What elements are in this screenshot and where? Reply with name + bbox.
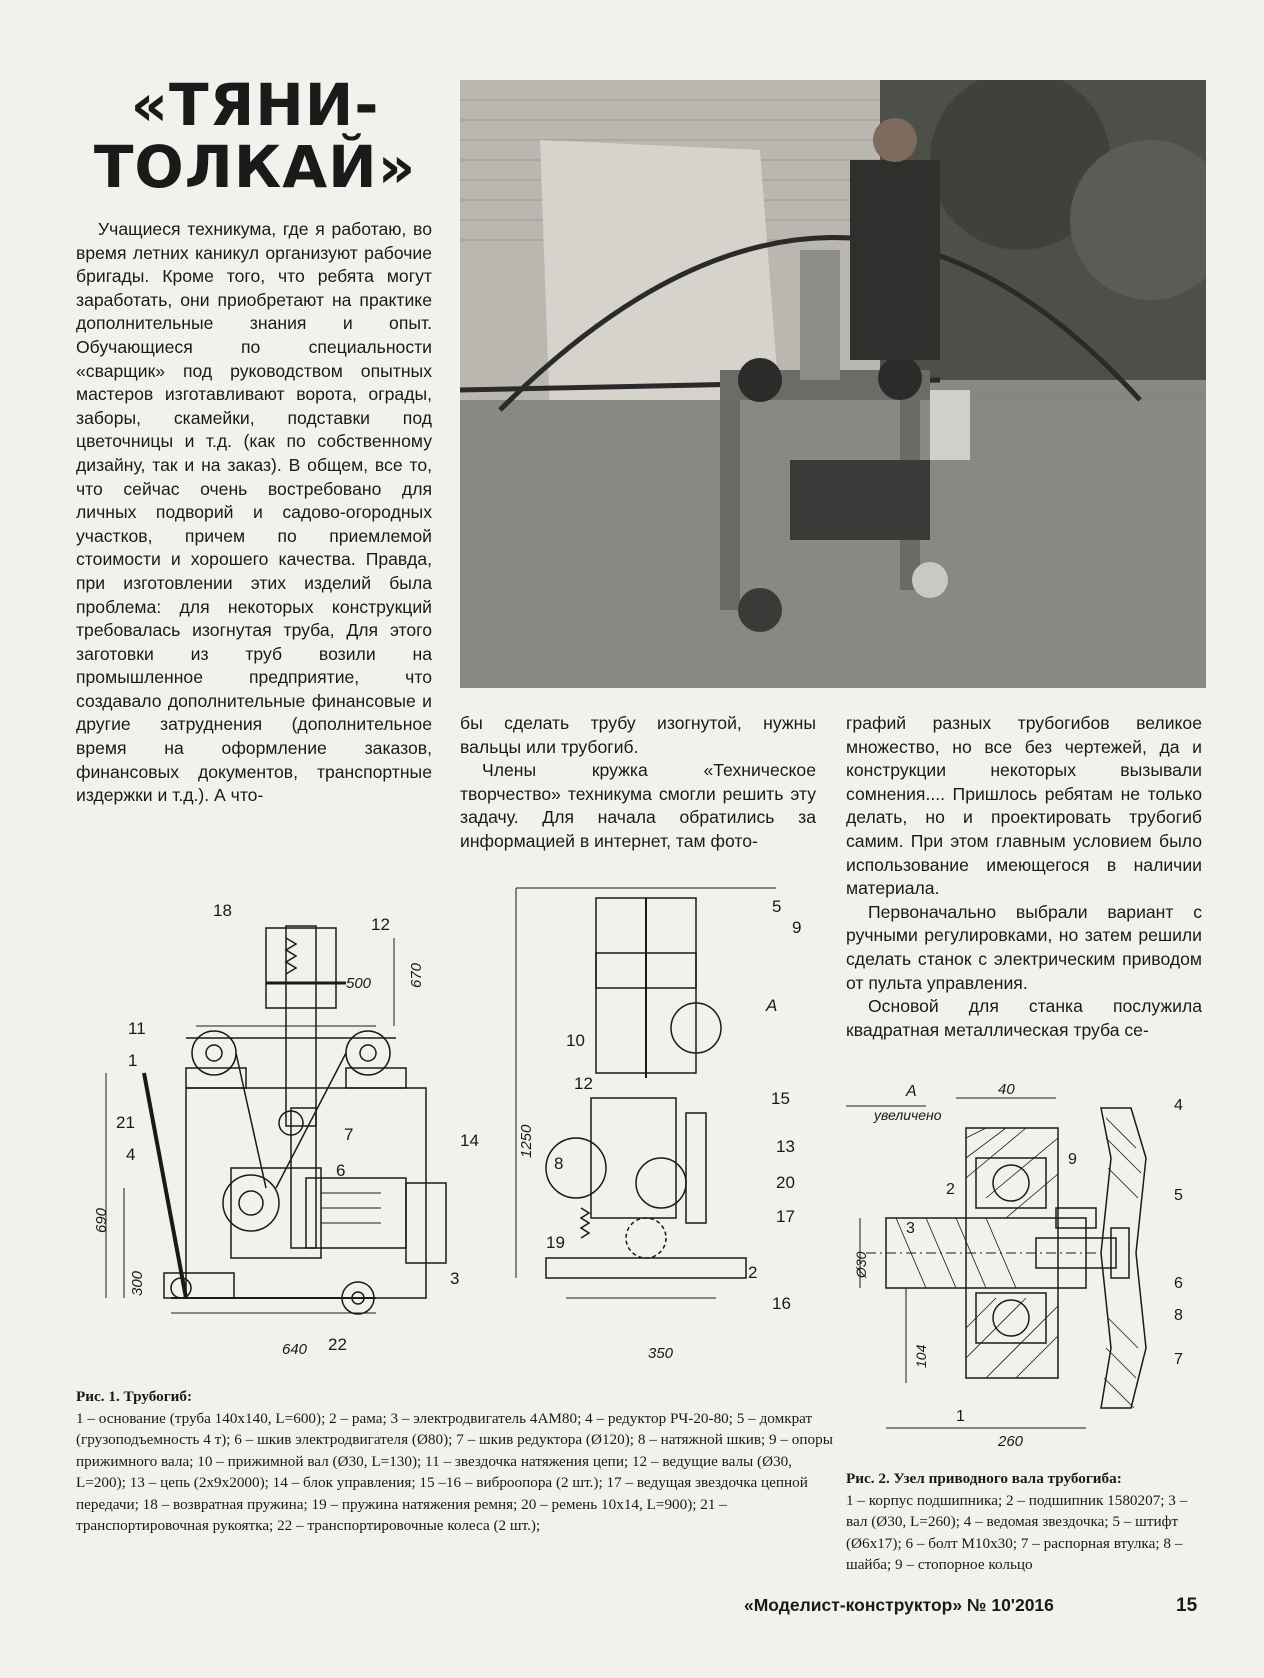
label-5: 5 — [1174, 1187, 1183, 1204]
label-21: 21 — [116, 1113, 135, 1132]
label-2: 2 — [748, 1263, 758, 1282]
column-3 — [846, 712, 1202, 1042]
dim-640: 640 — [282, 1341, 308, 1358]
label-2: 2 — [946, 1181, 955, 1198]
label-17: 17 — [776, 1207, 795, 1226]
figure-2-caption — [846, 1468, 1204, 1576]
dim-690: 690 — [93, 1207, 110, 1233]
label-22: 22 — [328, 1335, 347, 1354]
view-a-label: A — [906, 1083, 917, 1100]
paragraph: бы сделать трубу изогнутой, нужны вальцы или трубогиб. — [460, 713, 816, 757]
label-3: 3 — [450, 1269, 460, 1288]
photo-illustration — [460, 80, 1206, 688]
title-line-2: ТОЛКАЙ» — [93, 133, 417, 201]
label-20: 20 — [776, 1173, 795, 1192]
paragraph: Учащиеся техникума, где я работаю, во время летних каникул организуют рабочие бригады. Кроме того, что ребята могут заработать, они приобретают на практике дополнительные знания и опыт. Обучающиеся по специальности «сварщик» под руководством опытных мастеров изготавливают ворота, ограды, заборы, скамейки, подставки под цветочницы и т.д. (как по собственному дизайну, так и на заказ). В общем, все то, что сейчас очень востребовано для личных подворий и садово-огородных участков, причем по приемлемой стоимости и хорошего качества. Правда, при изготовлении этих изделий была проблема: для некоторых конструкций требовалась изогнутая труба, Для этого заготовки из труб возили на промышленное предприятие, что создавало дополнительные финансовые и другие затруднения (дополнительное время на оформление заказов, финансовых документов, транспортные издержки и т.д.). А что- — [76, 219, 432, 806]
label-12b: 12 — [574, 1074, 593, 1093]
magazine-source: «Моделист-конструктор» № 10'2016 — [744, 1595, 1054, 1615]
label-16: 16 — [772, 1294, 791, 1313]
figure-1-caption-text: 1 – основание (труба 140х140, L=600); 2 – рама; 3 – электродвигатель 4АМ80; 4 – редуктор РЧ-20-80; 5 – домкрат (грузоподъемность 4 т); 6 – шкив электродвигателя (Ø80); 7 – шкив редуктора (Ø120); 8 – натяжной шкив; 9 – опоры прижимного вала; 10 – прижимной вал (Ø30, L=130); 11 – звездочка натяжения цепи; 12 – ведущие валы (Ø30, L=200); 13 – цепь (2х9х2000); 14 – блок управления; 15 –16 – виброопора (2 шт.); 17 – ведущая звездочка цепной передачи; 18 – возвратная пружина; 19 – пружина натяжения ремня; 20 – ремень 10х14, L=900); 21 – транспортировочная рукоятка; 22 – транспортировочные колеса (2 шт.); — [76, 1409, 833, 1534]
label-6: 6 — [336, 1161, 346, 1180]
label-19: 19 — [546, 1233, 565, 1252]
label-12: 12 — [371, 915, 390, 934]
paragraph: Первоначально выбрали вариант с ручными регулировками, но затем решили сделать станок с электрическим приводом от пульта управления. — [846, 901, 1202, 993]
column-1 — [76, 218, 432, 808]
label-7: 7 — [344, 1125, 354, 1144]
dim-500: 500 — [346, 975, 372, 992]
photo-pipe-bender — [460, 80, 1206, 688]
label-11: 11 — [128, 1019, 146, 1038]
dim-1250: 1250 — [518, 1124, 535, 1158]
article-title — [70, 71, 440, 201]
label-14: 14 — [460, 1131, 479, 1150]
page-number: 15 — [1176, 1595, 1198, 1616]
label-1: 1 — [956, 1408, 965, 1425]
paragraph: графий разных трубогибов великое множество, но все без чертежей, да и конструкции некоторых вызывали сомнения.... Пришлось ребятам не только делать, но и проектировать трубогиб самим. При этом главным условием было использование имеющегося в наличии материала. — [846, 713, 1202, 899]
figure-1-caption-title: Рис. 1. Трубогиб: — [76, 1388, 193, 1405]
figure-1-drawing — [76, 878, 836, 1378]
label-1: 1 — [128, 1051, 138, 1070]
dim-d30: Ø30 — [853, 1251, 869, 1278]
label-8: 8 — [1174, 1307, 1183, 1324]
column-2 — [460, 712, 816, 854]
label-13: 13 — [776, 1137, 795, 1156]
paragraph: Члены кружка «Техническое творчество» техникума смогли решить эту задачу. Для начала обратились за информацией в интернет, там фото- — [460, 760, 816, 851]
label-9: 9 — [1068, 1151, 1077, 1168]
label-15: 15 — [771, 1089, 790, 1108]
dim-40: 40 — [998, 1081, 1015, 1098]
label-9: 9 — [792, 918, 802, 937]
dim-104: 104 — [913, 1344, 929, 1368]
figure-2-caption-title: Рис. 2. Узел приводного вала трубогиба: — [846, 1470, 1122, 1487]
label-3: 3 — [906, 1220, 915, 1237]
dim-670: 670 — [408, 962, 425, 988]
dim-350: 350 — [648, 1345, 674, 1362]
dim-260: 260 — [998, 1433, 1024, 1450]
title-line-1: «ТЯНИ- — [130, 71, 380, 139]
label-view-a: A — [766, 996, 778, 1015]
figure-1-caption — [76, 1386, 838, 1537]
figure-2-caption-text: 1 – корпус подшипника; 2 – подшипник 1580207; 3 – вал (Ø30, L=260); 4 – ведомая звездочка; 5 – штифт (Ø6х17); 6 – болт М10х30; 7 – распорная втулка; 8 – шайба; 9 – стопорное кольцо — [846, 1491, 1188, 1573]
label-4: 4 — [126, 1145, 136, 1164]
figure-2-drawing — [846, 1078, 1216, 1458]
label-6: 6 — [1174, 1275, 1183, 1292]
label-4: 4 — [1174, 1097, 1183, 1114]
label-7: 7 — [1174, 1351, 1183, 1368]
view-a-note: увеличено — [874, 1107, 942, 1123]
label-10: 10 — [566, 1031, 585, 1050]
label-18: 18 — [213, 901, 232, 920]
label-8: 8 — [554, 1154, 564, 1173]
label-5: 5 — [772, 897, 782, 916]
paragraph: Основой для станка послужила квадратная металлическая труба се- — [846, 996, 1202, 1040]
dim-300: 300 — [129, 1270, 146, 1296]
